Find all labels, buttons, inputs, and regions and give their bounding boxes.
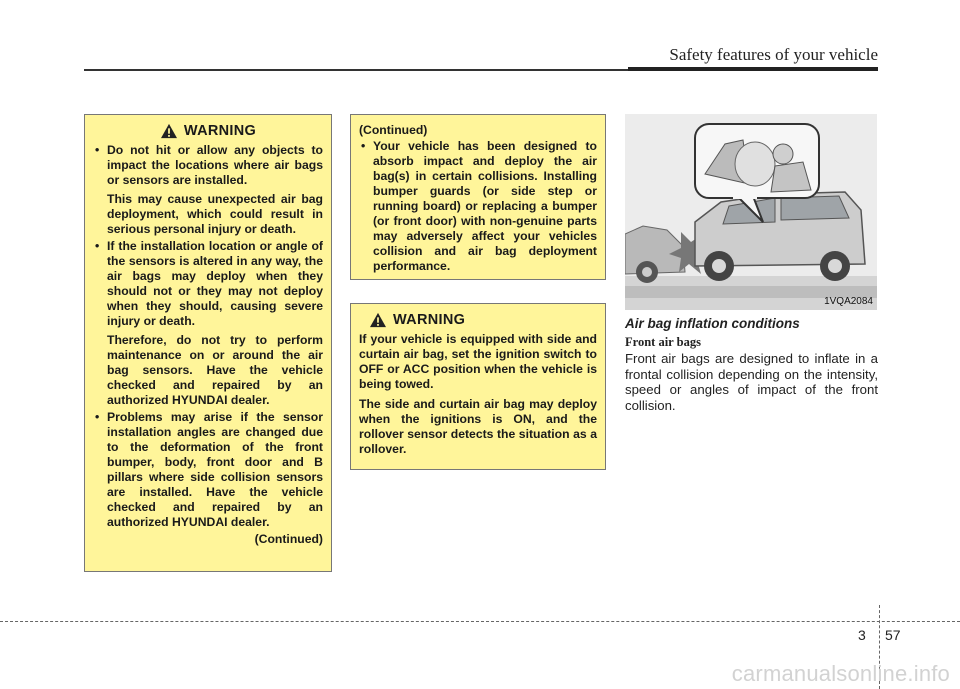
collision-illustration — [625, 114, 877, 310]
section-subtitle: Front air bags — [625, 335, 701, 349]
section-title: Air bag inflation conditions — [625, 316, 800, 331]
list-item-text: Do not hit or allow any objects to impact the locations where air bags or sensors are installed. — [107, 143, 323, 187]
continued-box — [350, 114, 606, 280]
figure-code: 1VQA2084 — [824, 296, 873, 307]
watermark: carmanualsonline.info — [731, 661, 950, 686]
warning-box-sensors — [84, 114, 332, 572]
page-number: 57 — [885, 627, 901, 643]
list-item — [93, 410, 323, 530]
list-item-detail: This may cause unexpected air bag deployment, which could result in serious personal injury or death. — [107, 192, 323, 236]
list-item-text: Your vehicle has been designed to absorb impact and deploy the air bag(s) in certain collisions. Installing bumper guards (or side step or running board) or replacing a bumper (or front door) with non-genuine parts may adversely affect your vehicles collision and air bag deployment performance. — [373, 139, 597, 273]
section-body: Front air bags are designed to inflate in a frontal collision depending on the intensity, speed or angles of impact of the front collision. — [625, 351, 878, 413]
list-item-text: If the installation location or angle of the sensors is altered in any way, the air bags may deploy when they should not or they may not deploy when they should, causing severe injury or death. — [107, 239, 323, 328]
warning-triangle-icon — [369, 312, 387, 328]
list-item — [359, 139, 597, 274]
warning-list-2 — [93, 239, 323, 329]
warning-header — [93, 123, 323, 139]
warning-triangle-icon — [160, 123, 178, 139]
chapter-number: 3 — [858, 627, 866, 643]
list-item — [93, 143, 323, 188]
collision-drawing — [625, 114, 877, 310]
warning-box-towing — [350, 303, 606, 470]
footer-rule — [0, 621, 960, 622]
warning-paragraph: The side and curtain air bag may deploy when the ignitions is ON, and the rollover sensor detects the situation as a rollover. — [359, 397, 597, 456]
warning-list — [93, 143, 323, 188]
page-header-title: Safety features of your vehicle — [669, 45, 878, 64]
warning-list-3 — [93, 410, 323, 530]
list-item-text: Problems may arise if the sensor installation angles are changed due to the deformation of the front bumper, body, front door and B pillars where side collision sensors are installed. Have the vehicle checked and repaired by an authorized HYUNDAI dealer. — [107, 410, 323, 529]
continued-list — [359, 139, 597, 274]
continued-label: (Continued) — [359, 123, 428, 137]
warning-paragraph: If your vehicle is equipped with side and curtain air bag, set the ignition switch to OFF or ACC position when the vehicle is being towed. — [359, 332, 597, 391]
warning-title: WARNING — [393, 311, 466, 328]
list-item — [93, 239, 323, 329]
warning-header — [359, 312, 597, 328]
continued-label: (Continued) — [254, 532, 323, 546]
header-rule-accent — [628, 67, 878, 71]
warning-title: WARNING — [183, 122, 257, 139]
list-item-detail: Therefore, do not try to perform maintenance on or around the air bag sensors. Have the vehicle checked and repaired by an authorized HYUNDAI dealer. — [107, 333, 323, 407]
